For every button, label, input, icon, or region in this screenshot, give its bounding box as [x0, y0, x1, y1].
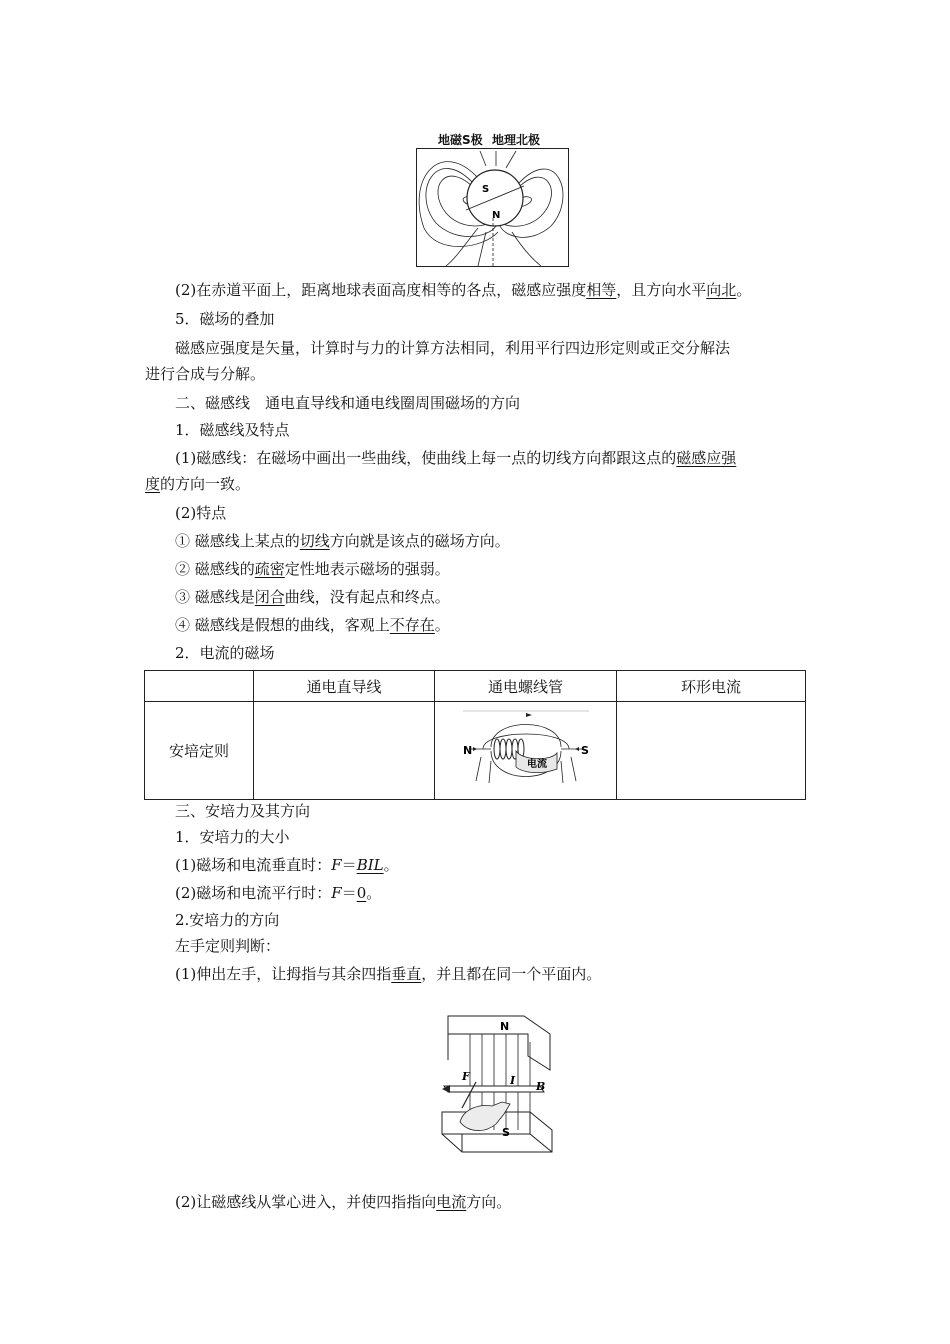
table-header-straight-wire: 通电直导线	[254, 671, 435, 702]
table-header-empty	[145, 671, 254, 702]
section-5-body-line-2: 进行合成与分解。	[145, 365, 266, 383]
definition-line-2: 度的方向一致。	[145, 475, 251, 493]
feature-item-4: ④ 磁感线是假想的曲线，客观上不存在。	[175, 616, 450, 634]
definition-line-1: (1)磁感线：在磁场中画出一些曲线，使曲线上每一点的切线方向都跟这点的磁感应强	[175, 449, 737, 467]
features-title: (2)特点	[175, 504, 227, 522]
solenoid-label-current: 电流	[526, 758, 547, 770]
solenoid-label-n: N	[462, 743, 472, 757]
earth-magnetic-field-figure	[416, 148, 570, 268]
formula-perpendicular: (1)磁场和电流垂直时：F＝BIL。	[175, 856, 399, 874]
solenoid-figure	[461, 709, 591, 789]
table-header-solenoid: 通电螺线管	[435, 671, 617, 702]
subheading-ampere-direction: 2.安培力的方向	[175, 911, 280, 929]
current-magnetic-field-table	[144, 670, 806, 800]
cell-ring-current	[617, 702, 806, 800]
table-header-row	[145, 671, 806, 702]
feature-item-2: ② 磁感线的疏密定性地表示磁场的强弱。	[175, 560, 450, 578]
earth-fig-label-south-magnetic: 地磁S极	[438, 133, 483, 147]
subheading-magnetic-lines-features: 1．磁感线及特点	[175, 421, 290, 439]
subheading-ampere-magnitude: 1．安培力的大小	[175, 828, 290, 846]
left-hand-rule-figure	[440, 1012, 560, 1162]
hand-fig-label-i: I	[510, 1074, 516, 1087]
equator-paragraph: (2)在赤道平面上，距离地球表面高度相等的各点，磁感应强度相等，且方向水平向北。	[175, 281, 752, 299]
cell-straight-wire	[254, 702, 435, 800]
heading-magnetic-lines: 二、磁感线 通电直导线和通电线圈周围磁场的方向	[175, 394, 521, 412]
table-row	[145, 702, 806, 800]
step-1: (1)伸出左手，让拇指与其余四指垂直，并且都在同一个平面内。	[175, 965, 602, 983]
hand-fig-label-n: N	[500, 1020, 510, 1033]
solenoid-label-s: S	[580, 743, 589, 757]
heading-ampere-force: 三、安培力及其方向	[175, 802, 311, 820]
earth-fig-label-geographic-north: 地理北极	[492, 133, 541, 147]
cell-solenoid	[435, 702, 617, 800]
formula-parallel: (2)磁场和电流平行时：F＝0。	[175, 884, 382, 902]
left-hand-rule-intro: 左手定则判断：	[175, 937, 281, 955]
section-5-title: 5．磁场的叠加	[175, 310, 275, 328]
earth-pole-n: N	[492, 210, 501, 221]
step-2: (2)让磁感线从掌心进入，并使四指指向电流方向。	[175, 1193, 512, 1211]
section-5-body-line-1: 磁感应强度是矢量，计算时与力的计算方法相同，利用平行四边形定则或正交分解法	[175, 339, 731, 357]
earth-pole-s: S	[482, 184, 490, 195]
feature-item-1: ① 磁感线上某点的切线方向就是该点的磁场方向。	[175, 532, 510, 550]
hand-fig-label-f: F	[462, 1070, 470, 1083]
subheading-current-magnetic-field: 2．电流的磁场	[175, 644, 275, 662]
hand-fig-label-s: S	[502, 1126, 510, 1139]
table-row-label: 安培定则	[145, 702, 254, 800]
feature-item-3: ③ 磁感线是闭合曲线，没有起点和终点。	[175, 588, 450, 606]
hand-fig-label-b: B	[536, 1080, 546, 1093]
table-header-ring-current: 环形电流	[617, 671, 806, 702]
